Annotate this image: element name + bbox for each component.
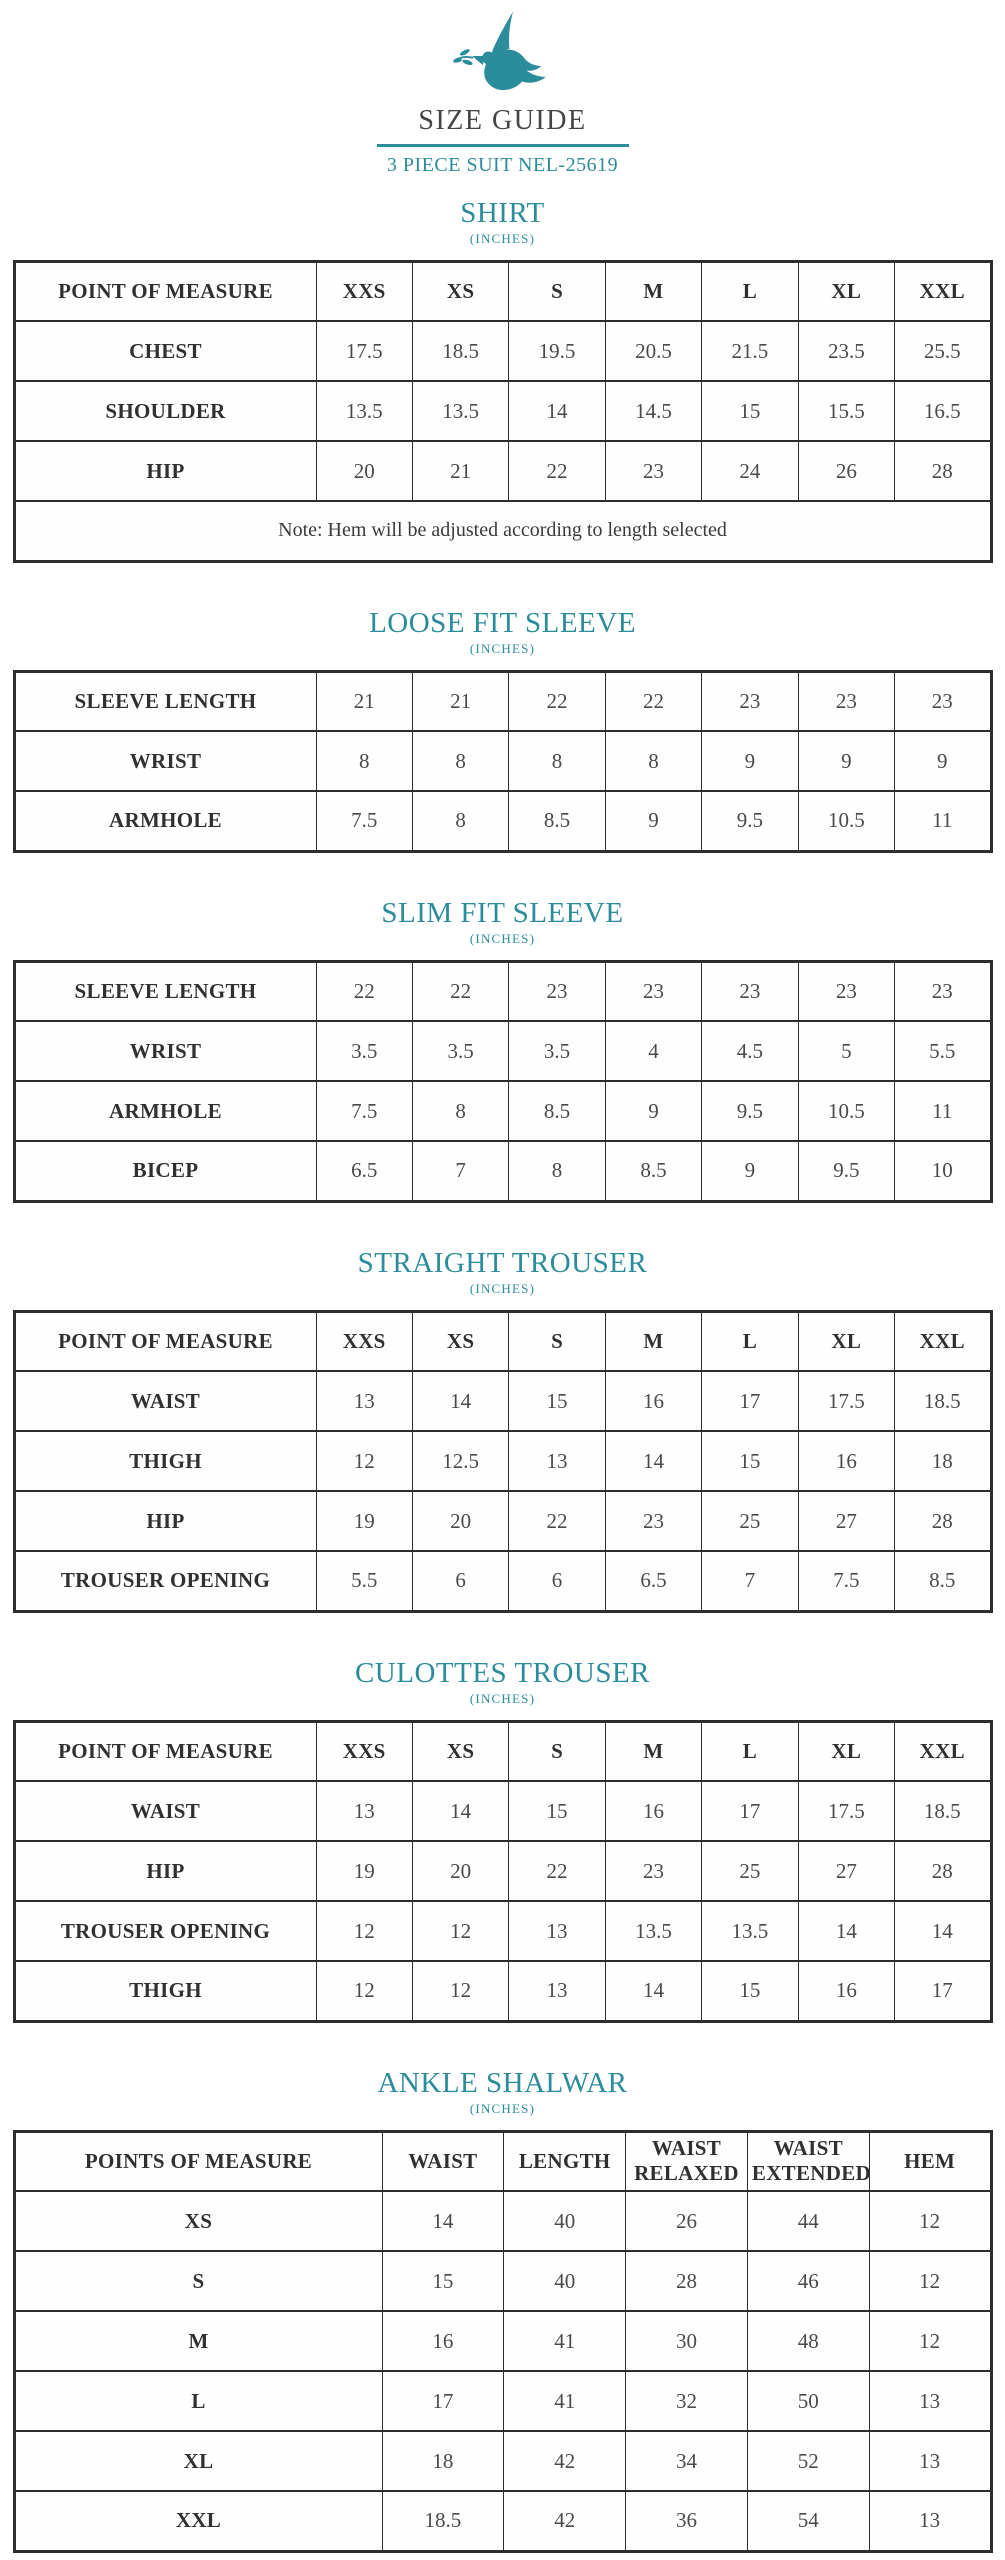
- measurement-value: 34: [626, 2431, 748, 2491]
- measurement-value: 13: [509, 1961, 605, 2021]
- table-row: [14, 2491, 991, 2551]
- unit-label: (INCHES): [469, 1690, 536, 1706]
- section-ankle-shalwar: [0, 2067, 1005, 2553]
- measurement-value: 12: [869, 2191, 991, 2251]
- measurement-value: 23: [702, 961, 798, 1021]
- measurement-value: 28: [895, 441, 991, 501]
- section-title: SHIRT: [460, 196, 545, 229]
- measurement-value: 13: [869, 2431, 991, 2491]
- measurement-value: 41: [504, 2311, 626, 2371]
- measurement-value: 18.5: [412, 321, 508, 381]
- measurement-value: 23: [895, 671, 991, 731]
- measurement-value: 28: [895, 1491, 991, 1551]
- size-column-header: XXS: [316, 1721, 412, 1781]
- section-title: LOOSE FIT SLEEVE: [369, 606, 636, 639]
- measurement-value: 15: [509, 1781, 605, 1841]
- row-label: HIP: [14, 1491, 316, 1551]
- size-column-header: L: [702, 261, 798, 321]
- row-label: BICEP: [14, 1141, 316, 1201]
- row-label: L: [14, 2371, 382, 2431]
- measurement-value: 40: [504, 2251, 626, 2311]
- size-column-header: XL: [798, 1311, 894, 1371]
- table-header-row: [14, 2131, 991, 2191]
- page-title: SIZE GUIDE: [418, 105, 587, 136]
- row-label: WAIST: [14, 1371, 316, 1431]
- measurement-value: 23: [605, 441, 701, 501]
- row-label: TROUSER OPENING: [14, 1901, 316, 1961]
- measurement-value: 17: [702, 1781, 798, 1841]
- table-header-row: [14, 1311, 991, 1371]
- measurement-value: 14.5: [605, 381, 701, 441]
- size-column-header: S: [509, 1721, 605, 1781]
- measurement-value: 20.5: [605, 321, 701, 381]
- measurement-value: 14: [605, 1961, 701, 2021]
- measurement-value: 16.5: [895, 381, 991, 441]
- table-row: [14, 2191, 991, 2251]
- measurement-value: 32: [626, 2371, 748, 2431]
- section-title: CULOTTES TROUSER: [354, 1656, 651, 1689]
- table-row: [14, 381, 991, 441]
- measurement-value: 6.5: [605, 1551, 701, 1611]
- size-column-header: HEM: [869, 2131, 991, 2191]
- measurement-value: 13: [509, 1431, 605, 1491]
- size-column-header: S: [509, 261, 605, 321]
- measurement-value: 7.5: [316, 791, 412, 851]
- measurement-value: 25.5: [895, 321, 991, 381]
- row-label: WRIST: [14, 1021, 316, 1081]
- shirt-size-table: [13, 260, 993, 563]
- measurement-value: 28: [626, 2251, 748, 2311]
- measurement-value: 8: [605, 731, 701, 791]
- row-label: SLEEVE LENGTH: [14, 671, 316, 731]
- measurement-value: 23.5: [798, 321, 894, 381]
- table-row: [14, 1901, 991, 1961]
- measurement-value: 14: [509, 381, 605, 441]
- table-row: [14, 1081, 991, 1141]
- measurement-value: 5: [798, 1021, 894, 1081]
- measurement-value: 15: [702, 1961, 798, 2021]
- measurement-value: 22: [509, 441, 605, 501]
- measurement-value: 11: [895, 1081, 991, 1141]
- measurement-value: 44: [747, 2191, 869, 2251]
- table-row: [14, 961, 991, 1021]
- table-row: [14, 1551, 991, 1611]
- measurement-value: 17.5: [316, 321, 412, 381]
- measurement-value: 23: [605, 1841, 701, 1901]
- row-label: WAIST: [14, 1781, 316, 1841]
- measurement-value: 13: [869, 2491, 991, 2551]
- row-label: WRIST: [14, 731, 316, 791]
- table-note: Note: Hem will be adjusted according to length selected: [14, 501, 991, 561]
- table-row: [14, 2251, 991, 2311]
- ankle-shalwar-table: [13, 2130, 993, 2553]
- measurement-value: 13: [869, 2371, 991, 2431]
- row-label: TROUSER OPENING: [14, 1551, 316, 1611]
- measurement-value: 14: [412, 1371, 508, 1431]
- table-row: [14, 1141, 991, 1201]
- table-row: [14, 441, 991, 501]
- measurement-value: 12: [869, 2251, 991, 2311]
- measurement-value: 23: [895, 961, 991, 1021]
- measurement-value: 3.5: [316, 1021, 412, 1081]
- measurement-value: 13: [316, 1781, 412, 1841]
- measurement-value: 5.5: [895, 1021, 991, 1081]
- measurement-value: 8.5: [509, 1081, 605, 1141]
- row-label: XL: [14, 2431, 382, 2491]
- size-column-header: XXS: [316, 1311, 412, 1371]
- measurement-value: 15: [702, 381, 798, 441]
- measurement-value: 7.5: [316, 1081, 412, 1141]
- measurement-value: 12: [869, 2311, 991, 2371]
- table-row: [14, 1841, 991, 1901]
- measurement-value: 18.5: [895, 1371, 991, 1431]
- measurement-value: 9: [798, 731, 894, 791]
- unit-label: (INCHES): [469, 2100, 536, 2116]
- measurement-value: 42: [504, 2491, 626, 2551]
- measurement-value: 8: [509, 1141, 605, 1201]
- measurement-value: 16: [605, 1781, 701, 1841]
- dove-with-olive-branch-icon: [0, 10, 1005, 102]
- measurement-value: 4: [605, 1021, 701, 1081]
- measurement-value: 18.5: [895, 1781, 991, 1841]
- measurement-value: 6.5: [316, 1141, 412, 1201]
- size-column-header: XS: [412, 261, 508, 321]
- section-title: STRAIGHT TROUSER: [357, 1246, 648, 1279]
- measurement-value: 13.5: [316, 381, 412, 441]
- measurement-value: 21.5: [702, 321, 798, 381]
- measurement-value: 17: [895, 1961, 991, 2021]
- measurement-value: 22: [509, 1841, 605, 1901]
- measurement-value: 22: [412, 961, 508, 1021]
- measurement-value: 9: [605, 791, 701, 851]
- size-column-header: XS: [412, 1311, 508, 1371]
- point-of-measure-header: POINT OF MEASURE: [14, 1721, 316, 1781]
- measurement-value: 18.5: [382, 2491, 504, 2551]
- measurement-value: 25: [702, 1491, 798, 1551]
- table-row: [14, 2311, 991, 2371]
- unit-label: (INCHES): [469, 1280, 536, 1296]
- section-slim-fit-sleeve: [0, 897, 1005, 1203]
- section-title: ANKLE SHALWAR: [377, 2066, 628, 2099]
- measurement-value: 17: [702, 1371, 798, 1431]
- section-loose-fit-sleeve: [0, 607, 1005, 853]
- size-column-header: M: [605, 261, 701, 321]
- section-shirt: [0, 197, 1005, 563]
- size-column-header: M: [605, 1721, 701, 1781]
- measurement-value: 23: [605, 1491, 701, 1551]
- size-column-header: XXL: [895, 1721, 991, 1781]
- measurement-value: 21: [316, 671, 412, 731]
- measurement-value: 3.5: [412, 1021, 508, 1081]
- table-header-row: [14, 261, 991, 321]
- table-row: [14, 1371, 991, 1431]
- measurement-value: 19: [316, 1841, 412, 1901]
- measurement-value: 8.5: [605, 1141, 701, 1201]
- table-row: [14, 671, 991, 731]
- measurement-value: 6: [509, 1551, 605, 1611]
- row-label: THIGH: [14, 1431, 316, 1491]
- size-column-header: S: [509, 1311, 605, 1371]
- culottes-trouser-table: [13, 1720, 993, 2023]
- size-column-header: L: [702, 1721, 798, 1781]
- measurement-value: 22: [316, 961, 412, 1021]
- measurement-value: 3.5: [509, 1021, 605, 1081]
- measurement-value: 16: [382, 2311, 504, 2371]
- measurement-value: 30: [626, 2311, 748, 2371]
- measurement-value: 23: [798, 961, 894, 1021]
- measurement-value: 13.5: [412, 381, 508, 441]
- size-column-header: XXL: [895, 261, 991, 321]
- title-divider: [377, 144, 629, 147]
- measurement-value: 22: [605, 671, 701, 731]
- measurement-value: 15: [702, 1431, 798, 1491]
- measurement-value: 8: [412, 1081, 508, 1141]
- size-column-header: WAIST EXTENDED: [747, 2131, 869, 2191]
- size-column-header: XXL: [895, 1311, 991, 1371]
- table-row: [14, 1961, 991, 2021]
- table-row: [14, 1781, 991, 1841]
- table-row: [14, 1491, 991, 1551]
- row-label: XXL: [14, 2491, 382, 2551]
- unit-label: (INCHES): [469, 640, 536, 656]
- measurement-value: 9: [702, 1141, 798, 1201]
- measurement-value: 27: [798, 1491, 894, 1551]
- measurement-value: 9: [605, 1081, 701, 1141]
- table-row: [14, 731, 991, 791]
- measurement-value: 12: [412, 1901, 508, 1961]
- measurement-value: 12: [316, 1961, 412, 2021]
- measurement-value: 10.5: [798, 791, 894, 851]
- measurement-value: 12: [412, 1961, 508, 2021]
- sections-container: [0, 197, 1005, 2553]
- slim-fit-sleeve-table: [13, 960, 993, 1203]
- measurement-value: 13: [316, 1371, 412, 1431]
- measurement-value: 15: [382, 2251, 504, 2311]
- size-column-header: XS: [412, 1721, 508, 1781]
- measurement-value: 6: [412, 1551, 508, 1611]
- measurement-value: 12.5: [412, 1431, 508, 1491]
- measurement-value: 42: [504, 2431, 626, 2491]
- point-of-measure-header: POINT OF MEASURE: [14, 1311, 316, 1371]
- measurement-value: 13.5: [702, 1901, 798, 1961]
- measurement-value: 10: [895, 1141, 991, 1201]
- measurement-value: 14: [412, 1781, 508, 1841]
- table-row: [14, 1431, 991, 1491]
- table-row: [14, 2371, 991, 2431]
- measurement-value: 17: [382, 2371, 504, 2431]
- row-label: ARMHOLE: [14, 791, 316, 851]
- table-row: [14, 2431, 991, 2491]
- measurement-value: 7.5: [798, 1551, 894, 1611]
- measurement-value: 21: [412, 671, 508, 731]
- header: [0, 0, 1005, 177]
- point-of-measure-header: POINTS OF MEASURE: [14, 2131, 382, 2191]
- measurement-value: 15: [509, 1371, 605, 1431]
- measurement-value: 46: [747, 2251, 869, 2311]
- measurement-value: 9: [895, 731, 991, 791]
- measurement-value: 22: [509, 1491, 605, 1551]
- measurement-value: 16: [798, 1431, 894, 1491]
- measurement-value: 12: [316, 1431, 412, 1491]
- size-column-header: XL: [798, 1721, 894, 1781]
- measurement-value: 20: [412, 1491, 508, 1551]
- measurement-value: 8: [412, 791, 508, 851]
- measurement-value: 8: [412, 731, 508, 791]
- measurement-value: 5.5: [316, 1551, 412, 1611]
- measurement-value: 27: [798, 1841, 894, 1901]
- loose-fit-sleeve-table: [13, 670, 993, 853]
- row-label: THIGH: [14, 1961, 316, 2021]
- row-label: HIP: [14, 441, 316, 501]
- measurement-value: 18: [382, 2431, 504, 2491]
- unit-label: (INCHES): [469, 230, 536, 246]
- measurement-value: 8.5: [895, 1551, 991, 1611]
- measurement-value: 20: [412, 1841, 508, 1901]
- measurement-value: 36: [626, 2491, 748, 2551]
- row-label: HIP: [14, 1841, 316, 1901]
- measurement-value: 23: [605, 961, 701, 1021]
- point-of-measure-header: POINT OF MEASURE: [14, 261, 316, 321]
- measurement-value: 13.5: [605, 1901, 701, 1961]
- measurement-value: 52: [747, 2431, 869, 2491]
- measurement-value: 9.5: [798, 1141, 894, 1201]
- size-column-header: M: [605, 1311, 701, 1371]
- section-title: SLIM FIT SLEEVE: [381, 896, 624, 929]
- measurement-value: 4.5: [702, 1021, 798, 1081]
- row-label: CHEST: [14, 321, 316, 381]
- measurement-value: 26: [798, 441, 894, 501]
- size-column-header: WAIST RELAXED: [626, 2131, 748, 2191]
- measurement-value: 14: [895, 1901, 991, 1961]
- measurement-value: 40: [504, 2191, 626, 2251]
- measurement-value: 17.5: [798, 1371, 894, 1431]
- measurement-value: 17.5: [798, 1781, 894, 1841]
- measurement-value: 9.5: [702, 791, 798, 851]
- measurement-value: 23: [702, 671, 798, 731]
- measurement-value: 8: [316, 731, 412, 791]
- measurement-value: 13: [509, 1901, 605, 1961]
- measurement-value: 28: [895, 1841, 991, 1901]
- measurement-value: 14: [605, 1431, 701, 1491]
- measurement-value: 8: [509, 731, 605, 791]
- table-row: [14, 791, 991, 851]
- measurement-value: 41: [504, 2371, 626, 2431]
- section-straight-trouser: [0, 1247, 1005, 1613]
- measurement-value: 21: [412, 441, 508, 501]
- measurement-value: 8.5: [509, 791, 605, 851]
- measurement-value: 9.5: [702, 1081, 798, 1141]
- measurement-value: 50: [747, 2371, 869, 2431]
- measurement-value: 7: [412, 1141, 508, 1201]
- row-label: S: [14, 2251, 382, 2311]
- size-column-header: XL: [798, 261, 894, 321]
- measurement-value: 20: [316, 441, 412, 501]
- page-subtitle: 3 PIECE SUIT NEL-25619: [386, 153, 619, 176]
- measurement-value: 19.5: [509, 321, 605, 381]
- measurement-value: 26: [626, 2191, 748, 2251]
- measurement-value: 22: [509, 671, 605, 731]
- table-row: [14, 321, 991, 381]
- measurement-value: 9: [702, 731, 798, 791]
- size-column-header: LENGTH: [504, 2131, 626, 2191]
- section-culottes-trouser: [0, 1657, 1005, 2023]
- measurement-value: 19: [316, 1491, 412, 1551]
- measurement-value: 7: [702, 1551, 798, 1611]
- measurement-value: 16: [605, 1371, 701, 1431]
- measurement-value: 24: [702, 441, 798, 501]
- unit-label: (INCHES): [469, 930, 536, 946]
- note-row: [14, 501, 991, 561]
- row-label: SHOULDER: [14, 381, 316, 441]
- size-column-header: XXS: [316, 261, 412, 321]
- measurement-value: 14: [382, 2191, 504, 2251]
- size-column-header: L: [702, 1311, 798, 1371]
- measurement-value: 16: [798, 1961, 894, 2021]
- measurement-value: 12: [316, 1901, 412, 1961]
- measurement-value: 23: [509, 961, 605, 1021]
- row-label: M: [14, 2311, 382, 2371]
- row-label: SLEEVE LENGTH: [14, 961, 316, 1021]
- measurement-value: 10.5: [798, 1081, 894, 1141]
- row-label: ARMHOLE: [14, 1081, 316, 1141]
- measurement-value: 23: [798, 671, 894, 731]
- row-label: XS: [14, 2191, 382, 2251]
- measurement-value: 25: [702, 1841, 798, 1901]
- table-row: [14, 1021, 991, 1081]
- table-header-row: [14, 1721, 991, 1781]
- straight-trouser-table: [13, 1310, 993, 1613]
- measurement-value: 15.5: [798, 381, 894, 441]
- measurement-value: 48: [747, 2311, 869, 2371]
- size-column-header: WAIST: [382, 2131, 504, 2191]
- measurement-value: 11: [895, 791, 991, 851]
- measurement-value: 54: [747, 2491, 869, 2551]
- measurement-value: 14: [798, 1901, 894, 1961]
- measurement-value: 18: [895, 1431, 991, 1491]
